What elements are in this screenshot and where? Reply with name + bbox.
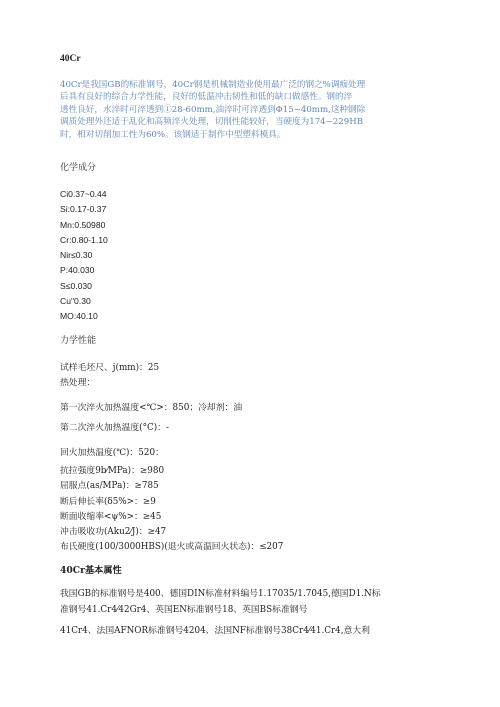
first-quench: 第一次淬火加热温度<℃>：850；冷却剂：油 [60,403,243,413]
property-item: 屈服点(as/MPa)：≥785 [60,481,159,492]
composition-item: S≤0.030 [60,280,92,291]
second-quench: 第二次淬火加热温度(°C)：- [60,423,169,433]
composition-item: MO:40.10 [60,311,98,322]
property-item: 断面收缩率<ψ%>：≥45 [60,511,162,522]
composition-item: Nir≤0.30 [60,250,93,261]
composition-item: Cr:0.80-1.10 [60,234,108,245]
intro-line: 透性良好，水淬时可淬透到①28-60mm,油淬时可淬透到Φ15~40mm,这种钢除 [60,104,366,115]
basic-line: 41Cr4、法国AFNOR标准钢号4204、法国NF标准钢号38Cr4⁄41.Cr4,意大利 [60,626,370,636]
composition-item: Mn:0.50980 [60,219,106,230]
intro-paragraph [60,79,484,141]
composition-item: Ci0.37~0.44 [60,189,107,199]
composition-item: P:40.030 [60,265,95,276]
properties-list [60,464,283,556]
property-item: 断后伸长率(δ5%>：≥9 [60,496,156,507]
property-item: 抗拉强度9b⁄MPa)：≥980 [60,466,165,476]
basic-properties-paragraph [60,587,381,640]
composition-list [60,187,108,325]
sample-size: 试样毛坯尺、j(mm)：25 [60,363,160,373]
basic-properties-heading: 40Cr基本属性 [60,565,122,576]
property-item: 冲击吸收功(Aku2⁄J)：≥47 [60,527,167,538]
intro-line: 40Cr是我国GB的标准钢号，40Cr钢是机械制造业使用最广泛的钢之%调痂处理 [60,80,366,90]
intro-line: 时，相对切削加工性为60%。该钢适于制作中型塑料模具。 [60,129,286,140]
heat-treatment-label: 热处理： [60,378,96,388]
composition-item: Cu"0.30 [60,296,91,307]
basic-line: 准钢号41.Cr4⁄42Gr4、英国EN标准钢号18、英国BS标准钢号 [60,604,308,615]
property-item: 布氏硬度(100/3000HBS)(退火或高温回火状态)：≤207 [60,542,284,553]
composition-heading: 化学成分 [60,163,97,173]
document-title: 40Cr [60,54,81,64]
intro-line: 后具有良好的综合力学性能，良好的低温冲击韧性和低的缺口做感性。钢的淬 [60,92,353,103]
intro-line: 调质处理外还适于乱化和高频淬火处理，切削性能较好，当硬度为174~229HB [60,117,364,128]
basic-line: 我国GB的标准钢号是400、德国DIN标准材料编号1.17035/1.7045,德国D1.N标 [60,589,381,599]
mechanical-heading: 力学性能 [60,336,97,346]
tempering: 回火加热温度(℃)：520： [60,448,164,458]
composition-item: Si:0.17-0.37 [60,204,107,215]
